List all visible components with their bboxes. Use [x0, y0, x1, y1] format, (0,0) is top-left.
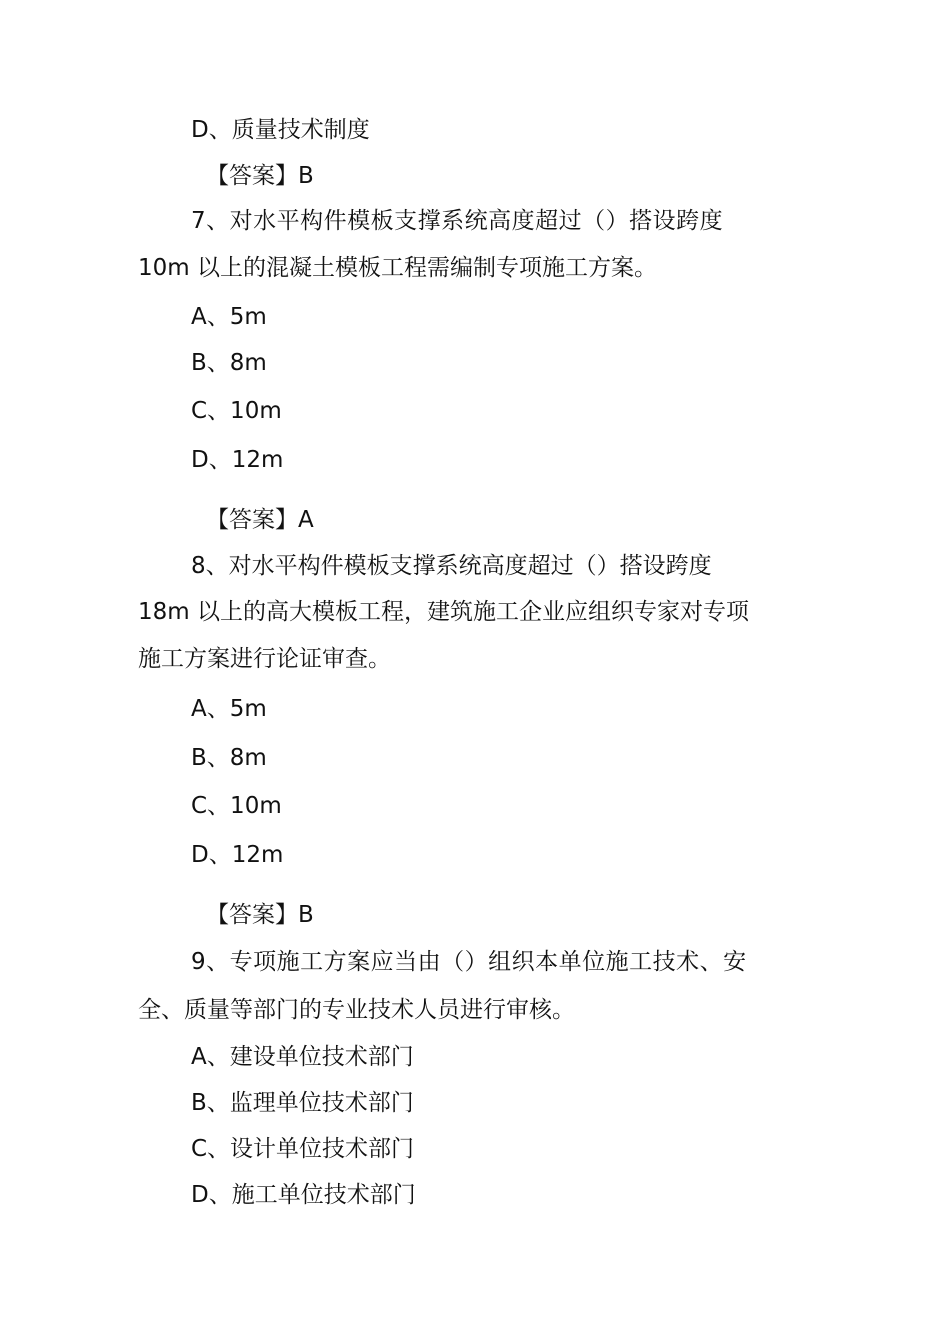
- question-8-option-b: B、8m: [191, 745, 267, 771]
- question-9-line-1: 9、专项施工方案应当由（）组织本单位施工技术、安: [191, 949, 747, 975]
- prev-option-d: D、质量技术制度: [191, 117, 370, 143]
- prev-answer: 【答案】B: [206, 163, 314, 189]
- question-7-option-b: B、8m: [191, 350, 267, 376]
- question-9-option-a: A、建设单位技术部门: [191, 1044, 414, 1070]
- question-8-option-c: C、10m: [191, 793, 282, 819]
- question-7-line-2: 10m 以上的混凝土模板工程需编制专项施工方案。: [138, 255, 657, 281]
- question-9-option-b: B、监理单位技术部门: [191, 1090, 414, 1116]
- question-7-option-a: A、5m: [191, 304, 267, 330]
- question-9-option-c: C、设计单位技术部门: [191, 1136, 415, 1162]
- question-7-option-d: D、12m: [191, 447, 284, 473]
- question-8-answer: 【答案】B: [206, 902, 314, 928]
- question-8-option-a: A、5m: [191, 696, 267, 722]
- question-8-line-2: 18m 以上的高大模板工程，建筑施工企业应组织专家对专项: [138, 599, 749, 625]
- question-7-line-1: 7、对水平构件模板支撑系统高度超过（）搭设跨度: [191, 208, 724, 234]
- question-7-answer: 【答案】A: [206, 507, 314, 533]
- question-9-line-2: 全、质量等部门的专业技术人员进行审核。: [138, 997, 575, 1023]
- question-9-option-d: D、施工单位技术部门: [191, 1182, 416, 1208]
- question-8-line-3: 施工方案进行论证审查。: [138, 646, 391, 672]
- question-8-option-d: D、12m: [191, 842, 284, 868]
- question-7-option-c: C、10m: [191, 398, 282, 424]
- question-8-line-1: 8、对水平构件模板支撑系统高度超过（）搭设跨度: [191, 553, 712, 579]
